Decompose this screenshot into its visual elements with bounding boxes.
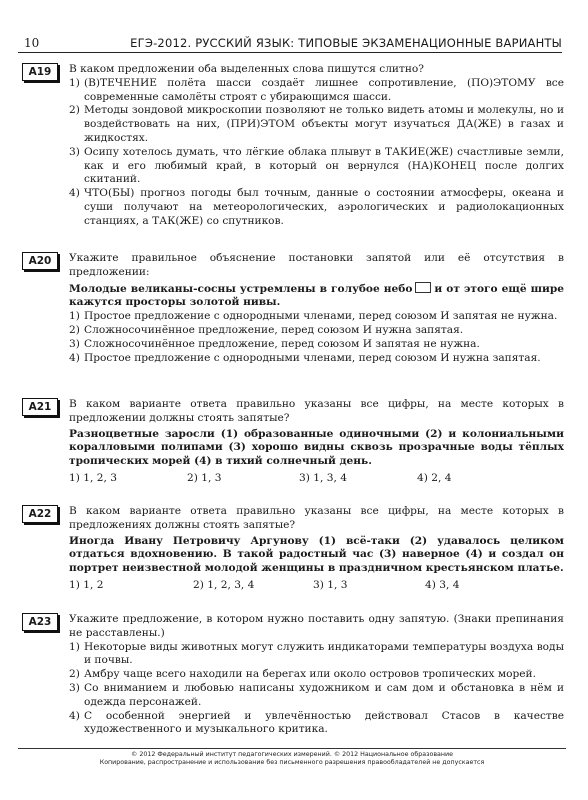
answer-option: 2) Амбру чаще всего находили на берегах или около островов тропических морей. [69, 668, 536, 681]
question-text: Молодые великаны-сосны устремлены в голубое небо и от этого ещё шире кажутся просторы золотой нивы. [69, 282, 564, 309]
copyright-footer [18, 748, 566, 767]
answer-option: 1) 1, 2, 3 [69, 471, 117, 484]
answer-option: 3) Сложносочинённое предложение, перед союзом И запятая не нужна. [69, 337, 480, 350]
answer-option: 3) 1, 3 [313, 578, 348, 591]
question-id-badge: А23 [22, 613, 58, 631]
question-id-badge: А22 [22, 505, 58, 523]
answer-option: 3) Осипу хотелось думать, что лёгкие облака плывут в ТАКИЕ(ЖЕ) счастливые земли, как и его любимый край, в который он вернулся (НА)КОНЕЦ после долгих скитаний. [69, 145, 564, 186]
question-body [69, 252, 564, 365]
blank-box [415, 282, 431, 293]
answer-option: 4) 3, 4 [425, 578, 460, 591]
answer-option: 2) Сложносочинённое предложение, перед союзом И нужна запятая. [69, 323, 464, 336]
question-body [69, 63, 564, 229]
answer-option: 4) 2, 4 [417, 471, 452, 484]
answer-option: 2) Методы зондовой микроскопии позволяют не только видеть атомы и молекулы, но и воздействовать на них, (ПРИ)ЭТОМ объекты могут изучаться ДА(ЖЕ) в газах и жидкостях. [69, 104, 564, 144]
answer-option: 3) Со вниманием и любовью написаны художником и сам дом и обстановка в нём и одежда персонажей. [69, 681, 564, 708]
question-stem: Укажите правильное объяснение постановки запятой или её отсутствия в предложении: [69, 252, 564, 278]
question-id-badge: А20 [22, 252, 58, 270]
copyright-notice: Копирование, распространение и использование без письменного разрешения правообладателей не допускается [99, 759, 485, 766]
question-body [69, 505, 564, 593]
page-header [18, 34, 562, 54]
answer-option: 4) ЧТО(БЫ) прогноз погоды был точным, данные о состоянии атмосферы, океана и суши получают на метеорологических, аэрологических и радиолокационных станциях, а ТАК(ЖЕ) со спутников. [69, 187, 564, 227]
answer-row [69, 579, 564, 593]
running-title: ЕГЭ-2012. РУССКИЙ ЯЗЫК: ТИПОВЫЕ ЭКЗАМЕНАЦИОННЫЕ ВАРИАНТЫ [130, 36, 562, 50]
answer-option: 4) С особенной энергией и увлечённостью действовал Стасов в качестве художественного и музыкального критика. [69, 709, 564, 736]
answer-option: 2) 1, 2, 3, 4 [193, 578, 255, 591]
page-number: 10 [24, 36, 40, 50]
answer-option: 2) 1, 3 [187, 471, 222, 484]
answer-option: 1) Некоторые виды животных могут служить индикаторами температуры воздуха воды и почвы. [69, 640, 564, 667]
answer-option: 1) (В)ТЕЧЕНИЕ полёта шасси создаёт лишнее сопротивление, (ПО)ЭТОМУ все современные самолёты строят с убирающимся шасси. [69, 76, 564, 103]
header-rule [18, 52, 562, 53]
question-stem: В каком предложении оба выделенных слова пишутся слитно? [69, 63, 424, 75]
answer-option: 3) 1, 3, 4 [299, 471, 347, 484]
question-body [69, 398, 564, 486]
question-text: Иногда Ивану Петровичу Аргунову (1) всё-таки (2) удавалось целиком отдаться вдохновению. В такой радостный час (3) наверное (4) и создал он портрет неизвестной молодой женщины в праздничном крестьянском платье. [69, 534, 564, 575]
question-id-badge: А21 [22, 398, 58, 416]
copyright-line: © 2012 Федеральный институт педагогических измерений. © 2012 Национальное образование [131, 751, 453, 758]
question-stem: Укажите предложение, в котором нужно поставить одну запятую. (Знаки препинания не расставлены.) [69, 613, 564, 639]
question-stem: В каком варианте ответа правильно указаны все цифры, на месте которых в предложениях должны стоять запятые? [69, 505, 564, 531]
answer-option: 1) Простое предложение с однородными членами, перед союзом И запятая не нужна. [69, 310, 558, 323]
question-body [69, 613, 564, 737]
question-text: Разноцветные заросли (1) образованные одиночными (2) и колониальными коралловыми полипами (3) хорошо видны сквозь прозрачные воды тёплых тропических морей (4) в тихий солнечный день. [69, 427, 564, 468]
question-id-badge: А19 [22, 63, 58, 81]
answer-row [69, 472, 564, 486]
answer-option: 1) 1, 2 [69, 578, 104, 591]
question-stem: В каком варианте ответа правильно указаны все цифры, на месте которых в предложении должны стоять запятые? [69, 398, 564, 424]
answer-option: 4) Простое предложение с однородными членами, перед союзом И нужна запятая. [69, 351, 541, 364]
